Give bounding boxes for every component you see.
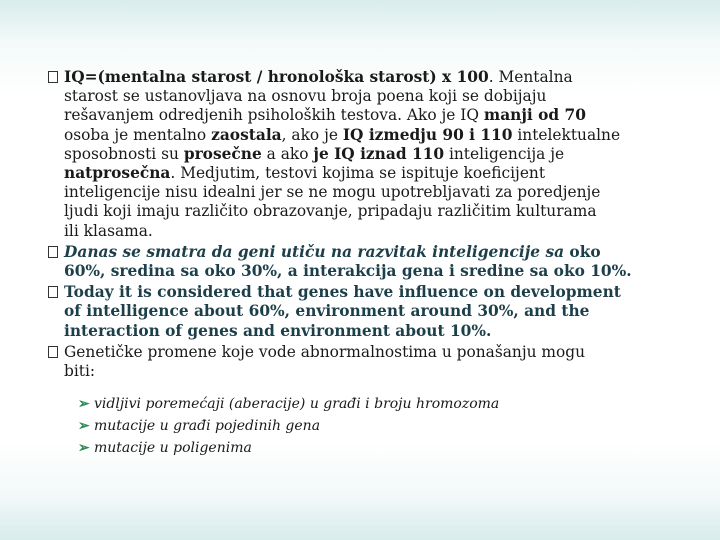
text-fragment: Today it is considered that genes have influence on development [64, 283, 621, 302]
text-line: Genetičke promene koje vode abnormalnostima u ponašanju mogu [64, 342, 586, 361]
text-fragment: of intelligence about 60%, environment around 30%, and the [64, 302, 590, 321]
bold-term: je IQ iznad 110 [313, 144, 445, 163]
bold-term: IQ izmedju 90 i 110 [342, 125, 513, 144]
text-line [64, 164, 688, 183]
paragraph-genes-serbian [48, 243, 688, 281]
text-line [64, 106, 688, 125]
text-line: starost se ustanovljava na osnovu broja poena koji se dobijaju [64, 87, 547, 106]
text-line [64, 302, 688, 321]
text-fragment: rešavanjem odredjenih psiholoških testova. Ako je IQ [64, 106, 484, 125]
bold-term: natprosečna [64, 164, 171, 183]
text-line [64, 322, 688, 341]
list-item-label: mutacije u poligenima [94, 440, 252, 457]
text-fragment: interaction of genes and environment about 10%. [64, 321, 492, 340]
list-item [78, 437, 688, 459]
paragraph-iq-definition [48, 68, 688, 241]
square-bullet-icon [48, 286, 58, 298]
list-item [78, 393, 688, 415]
text-fragment: inteligencija je [444, 144, 565, 163]
text-line: ili klasama. [64, 221, 153, 240]
bold-term: manji od 70 [483, 106, 586, 125]
bold-term: prosečne [183, 144, 262, 163]
slide-top-band [0, 0, 720, 62]
sub-bullet-list [48, 393, 688, 459]
slide-content [48, 68, 688, 459]
paragraph-genes-english [48, 283, 688, 341]
text-fragment: 60%, sredina sa oko 30%, a interakcija gena i sredine sa oko 10%. [64, 262, 632, 281]
bold-term: zaostala [211, 125, 282, 144]
square-bullet-icon [48, 71, 58, 83]
arrow-bullet-icon: ➢ [78, 418, 90, 435]
text-fragment: osoba je mentalno [64, 125, 212, 144]
text-fragment: . Mentalna [488, 68, 573, 86]
text-line [64, 243, 688, 262]
text-line: ljudi koji imaju različito obrazovanje, pripadaju različitim kulturama [64, 202, 597, 221]
text-fragment: sposobnosti su [64, 144, 184, 163]
square-bullet-icon [48, 346, 58, 358]
list-item-label: mutacije u građi pojedinih gena [94, 418, 321, 435]
italic-text: Danas se smatra da geni utiču na razvitak inteligencije sa [64, 242, 565, 261]
text-line [64, 68, 688, 87]
text-fragment: intelektualne [512, 125, 621, 144]
list-item-label: vidljivi poremećaji (aberacije) u građi i broju hromozoma [94, 396, 500, 413]
paragraph-genetic-changes [48, 343, 688, 381]
text-line [64, 262, 688, 281]
text-line [64, 145, 688, 164]
arrow-bullet-icon: ➢ [78, 440, 90, 457]
text-fragment: a ako [261, 144, 314, 163]
text-line [64, 126, 688, 145]
text-line: biti: [64, 362, 96, 381]
text-fragment: oko [564, 242, 601, 261]
arrow-bullet-icon: ➢ [78, 396, 90, 413]
text-fragment: . Medjutim, testovi kojima se ispituje koeficijent [170, 164, 546, 183]
slide-bottom-band [0, 500, 720, 540]
text-line: inteligencije nisu idealni jer se ne mogu upotrebljavati za poredjenje [64, 183, 601, 202]
square-bullet-icon [48, 246, 58, 258]
iq-formula: IQ=(mentalna starost / hronološka starost) x 100 [64, 68, 489, 86]
list-item [78, 415, 688, 437]
text-fragment: , ako je [281, 125, 343, 144]
text-line [64, 283, 688, 302]
